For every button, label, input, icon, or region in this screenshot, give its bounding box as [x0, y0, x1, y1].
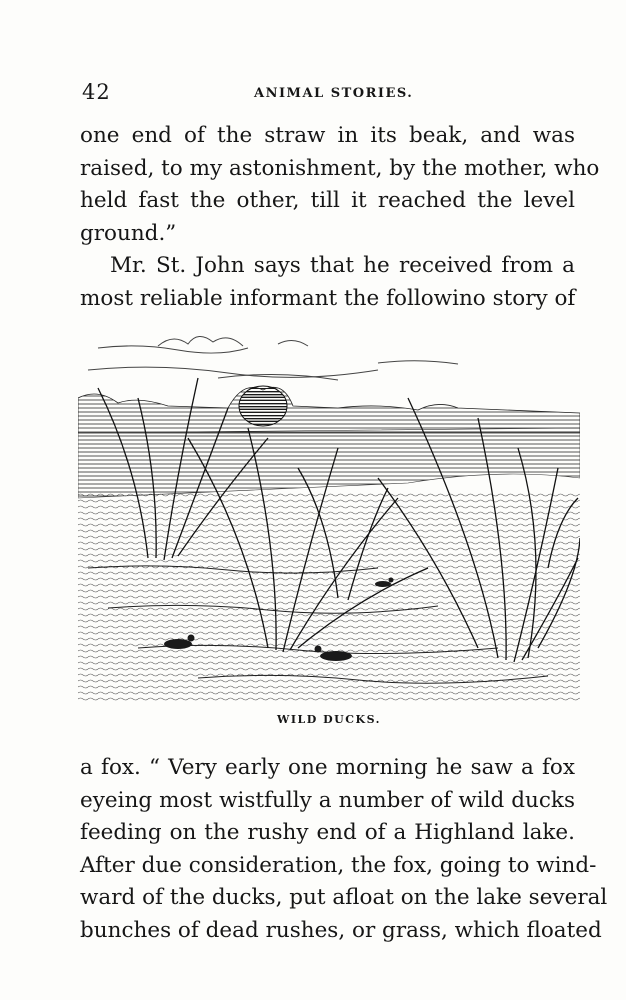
- text-line: ground.”: [80, 220, 177, 246]
- text-line: ward of the ducks, put afloat on the lake several: [80, 885, 608, 911]
- text-line: bunches of dead rushes, or grass, which floated: [80, 917, 602, 943]
- figure-caption: WILD DUCKS.: [277, 713, 381, 726]
- text-line: feeding on the rushy end of a Highland lake.: [80, 820, 575, 846]
- tree: [239, 386, 287, 426]
- body-text-bottom: [80, 752, 608, 948]
- running-head: ANIMAL STORIES.: [254, 86, 414, 101]
- body-text-top: [80, 120, 600, 316]
- page-number: 42: [82, 80, 111, 104]
- text-line: held fast the other, till it reached the level: [80, 188, 575, 214]
- treeline: [78, 387, 580, 433]
- cloud-lines: [88, 336, 458, 380]
- text-line: Mr. St. John says that he received from a: [110, 253, 575, 279]
- text-line: a fox. “ Very early one morning he saw a fox: [80, 755, 575, 780]
- text-line: After due consideration, the fox, going to wind-: [80, 852, 597, 878]
- text-line: one end of the straw in its beak, and was: [80, 123, 575, 148]
- illustration-wild-ducks: [78, 318, 580, 726]
- text-line: raised, to my astonishment, by the mother, who: [80, 155, 600, 181]
- engraving-image: [78, 318, 580, 708]
- text-line: eyeing most wistfully a number of wild ducks: [80, 787, 575, 813]
- text-line: most reliable informant the followino story of: [80, 285, 576, 311]
- page-header: [82, 80, 575, 110]
